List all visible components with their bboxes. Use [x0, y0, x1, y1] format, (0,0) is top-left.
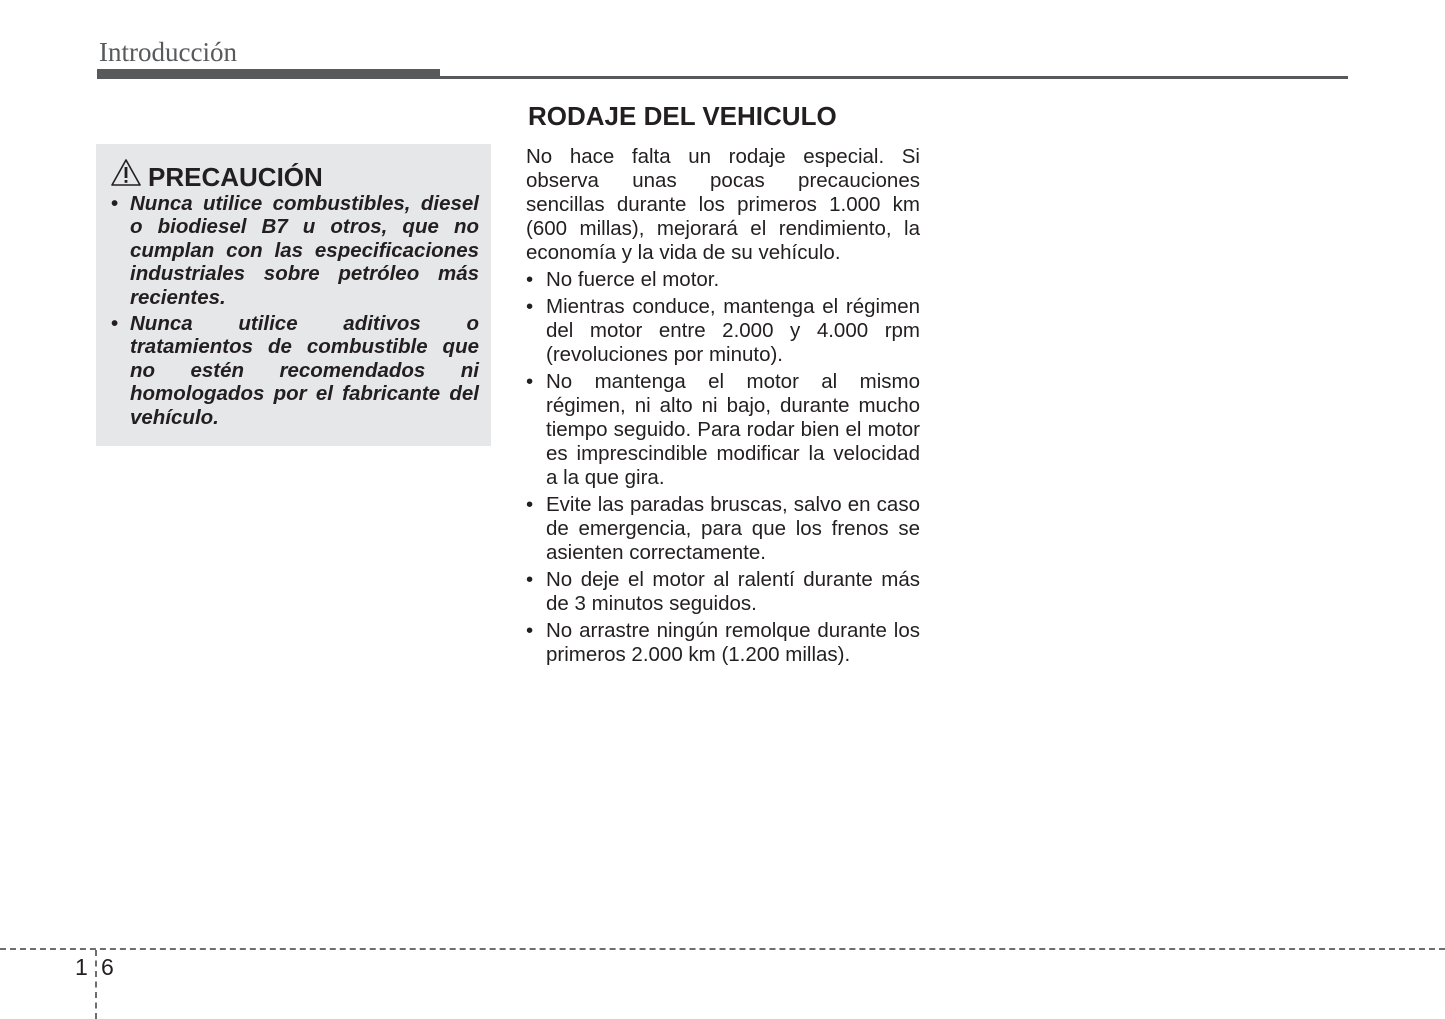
caution-title: PRECAUCIÓN [148, 162, 323, 192]
tip-item: • No deje el motor al ralentí durante más de 3 minutos seguidos. [526, 568, 920, 616]
warning-triangle-icon [110, 158, 142, 188]
tip-item: • No fuerce el motor. [526, 268, 920, 292]
footer-dashed-rule [0, 948, 1445, 950]
caution-item: • Nunca utilice combustibles, diesel o biodiesel B7 u otros, que no cumplan con las especificaciones industriales sobre petróleo más recientes. [110, 192, 479, 309]
caution-item: • Nunca utilice aditivos o tratamientos de combustible que no estén recomendados ni homologados por el fabricante del vehículo. [110, 312, 479, 429]
page-number: 6 [101, 954, 114, 980]
caution-heading [110, 158, 479, 192]
section-title: Introducción [99, 37, 237, 67]
caution-box [96, 144, 491, 446]
chapter-number: 1 [75, 954, 88, 980]
tip-item: • Evite las paradas bruscas, salvo en caso de emergencia, para que los frenos se asienten correctamente. [526, 493, 920, 565]
break-in-tips [526, 268, 920, 667]
break-in-heading: RODAJE DEL VEHICULO [528, 101, 837, 131]
footer-dashed-divider [95, 950, 97, 1019]
tip-item: • Mientras conduce, mantenga el régimen del motor entre 2.000 y 4.000 rpm (revoluciones por minuto). [526, 295, 920, 367]
break-in-intro: No hace falta un rodaje especial. Si observa unas pocas precauciones sencillas durante los primeros 1.000 km (600 millas), mejorará el rendimiento, la economía y la vida de su vehículo. [526, 145, 920, 264]
break-in-section [526, 98, 920, 670]
header-rule-thick [97, 69, 440, 79]
tip-item: • No mantenga el motor al mismo régimen, ni alto ni bajo, durante mucho tiempo seguido. Para rodar bien el motor es imprescindible modificar la velocidad a la que gira. [526, 370, 920, 490]
caution-list [110, 192, 479, 429]
tip-item: • No arrastre ningún remolque durante los primeros 2.000 km (1.200 millas). [526, 619, 920, 667]
header-rule-thin [440, 76, 1348, 79]
